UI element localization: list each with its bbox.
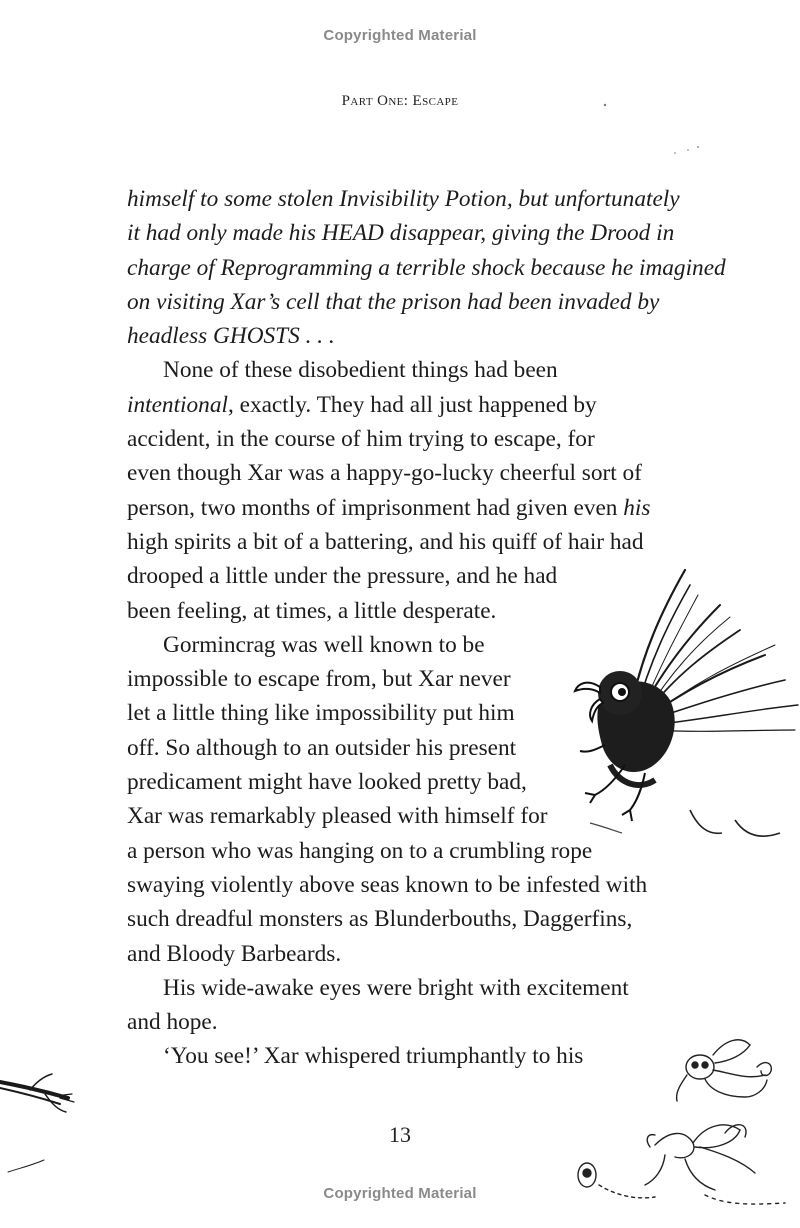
copyright-watermark-top: Copyrighted Material xyxy=(323,27,477,44)
text-line: it had only made his HEAD disappear, giving the Drood in xyxy=(127,220,675,247)
text-line: predicament might have looked pretty bad, xyxy=(127,769,527,796)
text-line: high spirits a bit of a battering, and his quiff of hair had xyxy=(127,528,644,555)
text-line: swaying violently above seas known to be infested with xyxy=(127,871,648,898)
text-line: off. So although to an outsider his present xyxy=(127,734,517,761)
text-line: such dreadful monsters as Blunderbouths, Daggerfins, xyxy=(127,906,633,933)
text-line: accident, in the course of him trying to escape, for xyxy=(127,426,595,453)
text-line: and Bloody Barbeards. xyxy=(127,940,342,967)
text-line: and hope. xyxy=(127,1009,218,1036)
text-line: himself to some stolen Invisibility Potion, but unfortunately xyxy=(127,186,680,212)
text-line: Xar was remarkably pleased with himself for xyxy=(127,803,548,830)
text-line: on visiting Xar’s cell that the prison had been invaded by xyxy=(127,288,660,315)
text-line: ‘You see!’ Xar whispered triumphantly to his xyxy=(163,1043,584,1070)
paper-specks xyxy=(600,95,720,155)
text-line: let a little thing like impossibility put him xyxy=(127,700,515,727)
text-line: intentional, exactly. They had all just happened by xyxy=(127,391,597,418)
text-line: drooped a little under the pressure, and he had xyxy=(127,563,558,590)
text-line: Gormincrag was well known to be xyxy=(163,631,485,658)
text-line: impossible to escape from, but Xar never xyxy=(127,666,511,693)
crow-illustration xyxy=(570,565,800,855)
text-line: His wide-awake eyes were bright with excitement xyxy=(163,974,629,1001)
text-line: even though Xar was a happy-go-lucky cheerful sort of xyxy=(127,460,642,487)
running-head: Part One: Escape xyxy=(341,93,459,109)
emphasis: his xyxy=(623,494,651,521)
text-line: a person who was hanging on to a crumbling rope xyxy=(127,837,593,864)
text-line: None of these disobedient things had been xyxy=(163,357,558,384)
emphasis: intentional xyxy=(127,391,228,418)
text-line: headless GHOSTS . . . xyxy=(127,323,335,350)
text-line: person, two months of imprisonment had given even his xyxy=(127,494,651,521)
text-line: been feeling, at times, a little desperate. xyxy=(127,597,497,624)
text-line: charge of Reprogramming a terrible shock because he imagined xyxy=(127,254,726,281)
page-number: 13 xyxy=(389,1122,411,1147)
copyright-watermark-bottom: Copyrighted Material xyxy=(323,1185,477,1202)
